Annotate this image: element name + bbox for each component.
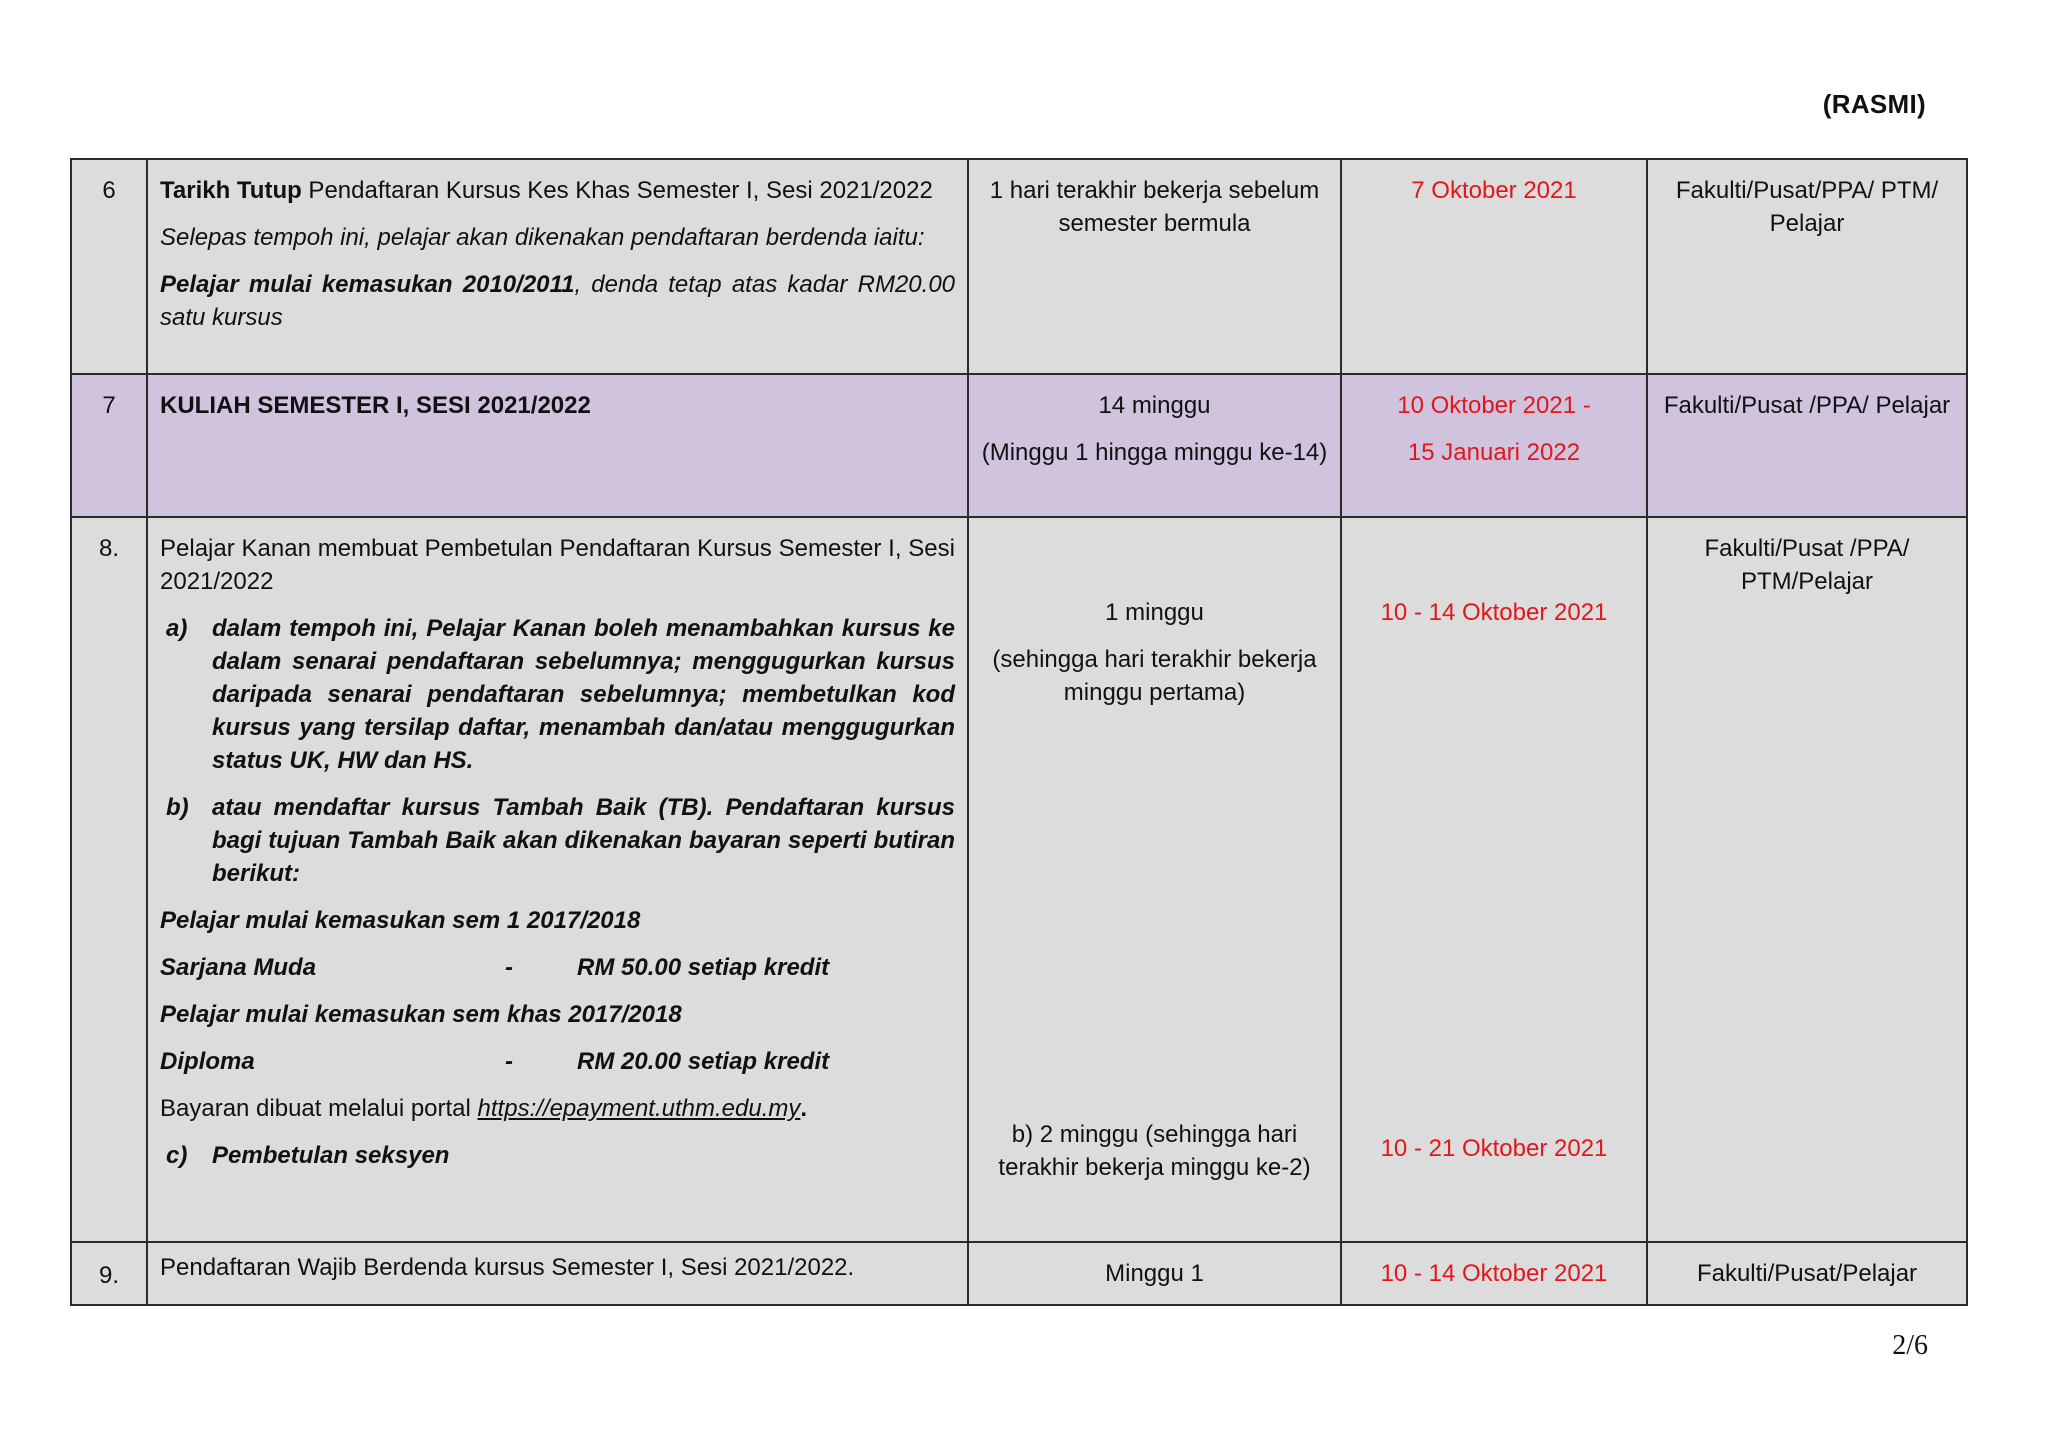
date-start: 10 Oktober 2021 -	[1397, 392, 1591, 419]
date-a: 10 - 14 Oktober 2021	[1380, 599, 1608, 626]
row-number: 8.	[71, 517, 147, 1242]
duration-range: (Minggu 1 hingga minggu ke-14)	[981, 439, 1328, 466]
fee-amount: RM 20.00 setiap kredit	[577, 1048, 830, 1075]
sub-item-b	[160, 791, 955, 890]
fine-note	[160, 268, 955, 334]
sub-item-text: Pembetulan seksyen	[212, 1142, 450, 1169]
responsible-cell: Fakulti/Pusat /PPA/ PTM/Pelajar	[1647, 517, 1967, 1242]
classification-label: (RASMI)	[1822, 89, 1926, 119]
date-end: 15 Januari 2022	[1407, 439, 1581, 466]
duration-cell	[968, 517, 1341, 1242]
row-number: 7	[71, 374, 147, 517]
duration-weeks: 1 minggu	[1105, 599, 1204, 626]
table-row-9	[71, 1242, 1967, 1305]
sub-item-text: dalam tempoh ini, Pelajar Kanan boleh menambahkan kursus ke dalam senarai pendaftaran sebelumnya; menggugurkan kursus daripada senarai pendaftaran sebelumnya; membetulkan kod kursus yang tersilap daftar, menambah dan/atau menggugurkan status UK, HW dan HS.	[212, 615, 955, 774]
sub-item-c	[160, 1139, 955, 1172]
duration-weeks: 14 minggu	[1098, 392, 1211, 419]
table-row-8	[71, 517, 1967, 1242]
activity-cell	[147, 517, 968, 1242]
duration-a	[981, 596, 1328, 709]
sub-item-a	[160, 612, 955, 777]
page-number: 2/6	[1892, 1330, 1928, 1361]
responsible-cell: Fakulti/Pusat/Pelajar	[1647, 1242, 1967, 1305]
activity-title: Pelajar Kanan membuat Pembetulan Pendaftaran Kursus Semester I, Sesi 2021/2022	[160, 535, 955, 595]
activity-title: Pendaftaran Wajib Berdenda kursus Semester I, Sesi 2021/2022.	[147, 1242, 968, 1305]
payment-text: Bayaran dibuat melalui portal	[160, 1095, 478, 1122]
activity-title: Pendaftaran Kursus Kes Khas Semester I, Sesi 2021/2022	[301, 177, 933, 204]
duration-cell: 1 hari terakhir bekerja sebelum semester bermula	[968, 159, 1341, 374]
fee-amount: RM 50.00 setiap kredit	[577, 954, 830, 981]
date-cell	[1341, 374, 1647, 517]
fee-dash: -	[505, 1048, 513, 1075]
responsible-cell: Fakulti/Pusat /PPA/ Pelajar	[1647, 374, 1967, 517]
payment-note	[160, 1092, 955, 1125]
sub-item-label: a)	[166, 615, 188, 642]
duration-c: b) 2 minggu (sehingga hari terakhir bekerja minggu ke-2)	[998, 1121, 1311, 1181]
intake-line: Pelajar mulai kemasukan sem khas 2017/2018	[160, 1001, 682, 1028]
date-cell: 7 Oktober 2021	[1341, 159, 1647, 374]
activity-note: Selepas tempoh ini, pelajar akan dikenakan pendaftaran berdenda iaitu:	[160, 224, 925, 251]
sub-item-label: c)	[166, 1142, 188, 1169]
fee-dash: -	[505, 954, 513, 981]
intake-line: Pelajar mulai kemasukan sem 1 2017/2018	[160, 907, 641, 934]
activity-title-bold: Tarikh Tutup	[160, 177, 302, 204]
activity-title: KULIAH SEMESTER I, SESI 2021/2022	[147, 374, 968, 517]
table-row-6	[71, 159, 1967, 374]
schedule-table	[70, 158, 1968, 1306]
duration-cell	[968, 374, 1341, 517]
fee-programme: Sarjana Muda	[160, 954, 317, 981]
duration-cell: Minggu 1	[968, 1242, 1341, 1305]
payment-end: .	[800, 1095, 808, 1122]
fee-line	[160, 1045, 955, 1078]
responsible-cell: Fakulti/Pusat/PPA/ PTM/ Pelajar	[1647, 159, 1967, 374]
date-cell	[1341, 517, 1647, 1242]
sub-item-text: atau mendaftar kursus Tambah Baik (TB). Pendaftaran kursus bagi tujuan Tambah Baik akan dikenakan bayaran seperti butiran berikut:	[212, 794, 955, 887]
payment-portal-link[interactable]: https://epayment.uthm.edu.my	[477, 1095, 801, 1122]
date-c: 10 - 21 Oktober 2021	[1380, 1135, 1608, 1162]
fee-programme: Diploma	[160, 1048, 255, 1075]
fine-rate: , denda tetap atas kadar RM20.00 satu kursus	[160, 271, 956, 331]
activity-cell	[147, 159, 968, 374]
date-cell: 10 - 14 Oktober 2021	[1341, 1242, 1647, 1305]
fine-intake: Pelajar mulai kemasukan 2010/2011	[160, 271, 575, 298]
duration-range: (sehingga hari terakhir bekerja minggu pertama)	[992, 646, 1317, 706]
sub-item-label: b)	[166, 794, 189, 821]
table-row-7	[71, 374, 1967, 517]
fee-line	[160, 951, 955, 984]
row-number: 9.	[71, 1242, 147, 1305]
row-number: 6	[71, 159, 147, 374]
